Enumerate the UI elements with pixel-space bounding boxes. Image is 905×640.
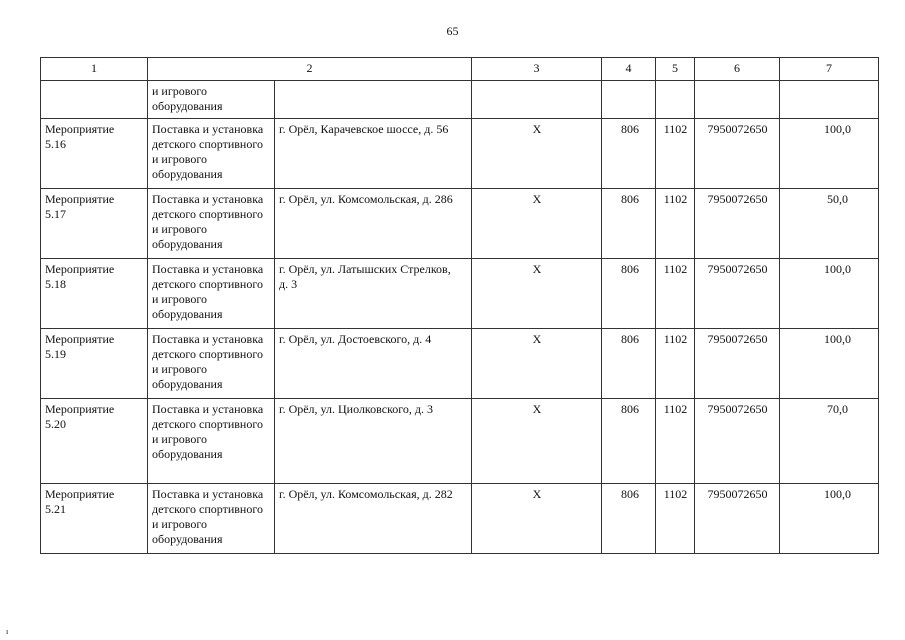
- col3-cell: Х: [472, 329, 602, 399]
- col5-cell: 1102: [656, 329, 695, 399]
- measure-cell: Мероприятие 5.18: [41, 259, 148, 329]
- header-cell-7: 7: [780, 58, 879, 81]
- col7-cell: 100,0: [780, 119, 879, 189]
- col5-cell: 1102: [656, 259, 695, 329]
- activity-cell: и игрового оборудования: [148, 81, 275, 119]
- activity-cell: Поставка и установка детского спортивного и игрового оборудования: [148, 329, 275, 399]
- address-cell: г. Орёл, ул. Латышских Стрелков, д. 3: [275, 259, 472, 329]
- col5-cell: [656, 81, 695, 119]
- budget-table: [40, 57, 879, 554]
- col5-cell: 1102: [656, 189, 695, 259]
- col4-cell: [602, 81, 656, 119]
- col5-cell: 1102: [656, 399, 695, 484]
- table-body: [41, 58, 879, 554]
- activity-cell: Поставка и установка детского спортивного и игрового оборудования: [148, 189, 275, 259]
- col5-cell: 1102: [656, 119, 695, 189]
- header-cell-4: 4: [602, 58, 656, 81]
- col4-cell: 806: [602, 329, 656, 399]
- col4-cell: 806: [602, 189, 656, 259]
- page-number: 65: [446, 24, 459, 38]
- measure-cell: Мероприятие 5.21: [41, 484, 148, 554]
- header-row: [41, 58, 879, 81]
- col4-cell: 806: [602, 259, 656, 329]
- table-row: [41, 484, 879, 554]
- measure-cell: Мероприятие 5.19: [41, 329, 148, 399]
- continuation-row: [41, 81, 879, 119]
- header-cell-3: 3: [472, 58, 602, 81]
- activity-cell: Поставка и установка детского спортивного и игрового оборудования: [148, 119, 275, 189]
- activity-cell: Поставка и установка детского спортивного и игрового оборудования: [148, 484, 275, 554]
- address-cell: г. Орёл, Карачевское шоссе, д. 56: [275, 119, 472, 189]
- col3-cell: Х: [472, 399, 602, 484]
- col6-cell: 7950072650: [695, 399, 780, 484]
- header-cell-1: 1: [41, 58, 148, 81]
- col6-cell: 7950072650: [695, 259, 780, 329]
- col6-cell: [695, 81, 780, 119]
- address-cell: г. Орёл, ул. Циолковского, д. 3: [275, 399, 472, 484]
- col7-cell: 70,0: [780, 399, 879, 484]
- col3-cell: Х: [472, 484, 602, 554]
- header-cell-6: 6: [695, 58, 780, 81]
- address-cell: г. Орёл, ул. Комсомольская, д. 282: [275, 484, 472, 554]
- col3-cell: Х: [472, 189, 602, 259]
- col6-cell: 7950072650: [695, 189, 780, 259]
- col4-cell: 806: [602, 119, 656, 189]
- col3-cell: Х: [472, 119, 602, 189]
- col3-cell: [472, 81, 602, 119]
- activity-cell: Поставка и установка детского спортивного и игрового оборудования: [148, 259, 275, 329]
- col6-cell: 7950072650: [695, 329, 780, 399]
- col4-cell: 806: [602, 484, 656, 554]
- activity-cell: Поставка и установка детского спортивного и игрового оборудования: [148, 399, 275, 484]
- col7-cell: 100,0: [780, 259, 879, 329]
- measure-cell: Мероприятие 5.16: [41, 119, 148, 189]
- col6-cell: 7950072650: [695, 484, 780, 554]
- measure-cell: Мероприятие 5.20: [41, 399, 148, 484]
- address-cell: [275, 81, 472, 119]
- header-cell-5: 5: [656, 58, 695, 81]
- col4-cell: 806: [602, 399, 656, 484]
- header-cell-2: 2: [148, 58, 472, 81]
- col7-cell: 100,0: [780, 329, 879, 399]
- table-row: [41, 329, 879, 399]
- col7-cell: 50,0: [780, 189, 879, 259]
- col7-cell: [780, 81, 879, 119]
- measure-cell: Мероприятие 5.17: [41, 189, 148, 259]
- measure-cell: [41, 81, 148, 119]
- table-row: [41, 399, 879, 484]
- corner-mark: ı: [6, 627, 9, 636]
- col6-cell: 7950072650: [695, 119, 780, 189]
- col7-cell: 100,0: [780, 484, 879, 554]
- col3-cell: Х: [472, 259, 602, 329]
- address-cell: г. Орёл, ул. Достоевского, д. 4: [275, 329, 472, 399]
- table-row: [41, 119, 879, 189]
- col5-cell: 1102: [656, 484, 695, 554]
- address-cell: г. Орёл, ул. Комсомольская, д. 286: [275, 189, 472, 259]
- table-row: [41, 189, 879, 259]
- table-row: [41, 259, 879, 329]
